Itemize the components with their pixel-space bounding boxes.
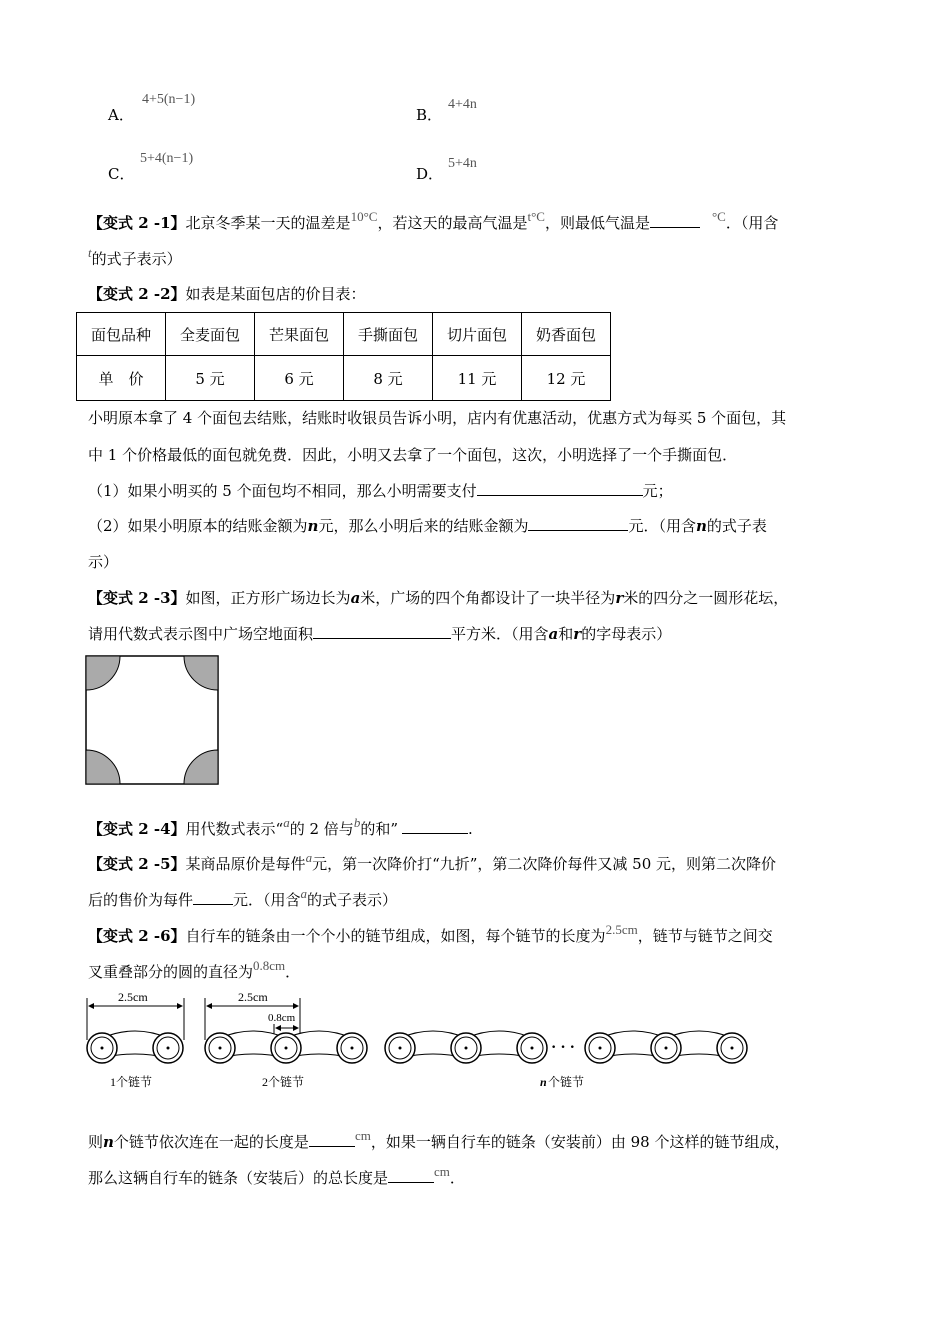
dimension-label: 0.8cm <box>268 1012 296 1024</box>
table-cell: 奶香面包 <box>522 313 611 356</box>
option-b: B． <box>416 106 443 124</box>
question-2-cont: 示） <box>88 553 119 571</box>
table-cell: 8 元 <box>344 356 433 401</box>
price-table <box>76 312 611 401</box>
answer-blank[interactable] <box>313 624 451 639</box>
chain-n-links <box>385 1031 747 1089</box>
dimension-label: 2.5cm <box>118 990 148 1004</box>
variant-2-2-intro: 【变式 2 -2】如表是某面包店的价目表： <box>88 285 366 303</box>
answer-blank[interactable] <box>309 1132 355 1147</box>
variant-2-6-question-line2: 那么这辆自行车的链条（安装后）的总长度是 cm． <box>88 1164 465 1187</box>
option-b-expr: 4+4n <box>448 97 477 112</box>
chain-one-link <box>87 990 184 1089</box>
option-a-expr: 4+5(n−1) <box>142 92 196 107</box>
option-a: A． <box>108 106 134 124</box>
variant-2-5-line1: 【变式 2 -5】某商品原价是每件a元，第一次降价打“九折”，第二次降价每件又减 50 元，则第二次降价 <box>88 850 777 873</box>
option-d-expr: 5+4n <box>448 156 477 171</box>
caption: 个链节 <box>548 1075 585 1089</box>
variant-2-3-line2: 请用代数式表示图中广场空地面积 平方米．（用含a和r的字母表示） <box>88 625 672 643</box>
answer-blank[interactable] <box>402 819 468 834</box>
table-row <box>77 356 611 401</box>
table-cell: 切片面包 <box>433 313 522 356</box>
table-cell: 手撕面包 <box>344 313 433 356</box>
bike-chain-figure <box>80 988 760 1098</box>
caption: 2个链节 <box>262 1075 305 1089</box>
variant-2-6-line1: 【变式 2 -6】自行车的链条由一个个小的链节组成，如图，每个链节的长度为2.5cm，链节与链节之间交 <box>88 922 773 945</box>
variant-2-3-line1: 【变式 2 -3】如图，正方形广场边长为a米，广场的四个角都设计了一块半径为r米的四分之一圆形花坛， <box>88 589 789 607</box>
chain-two-links <box>205 990 367 1089</box>
square-plaza-figure <box>84 654 222 788</box>
variant-2-4: 【变式 2 -4】用代数式表示“a的 2 倍与b的和” . <box>88 815 473 838</box>
option-d: D． <box>416 165 444 183</box>
table-cell: 5 元 <box>166 356 255 401</box>
table-cell: 11 元 <box>433 356 522 401</box>
question-1: （1）如果小明买的 5 个面包均不相同，那么小明需要支付 元； <box>88 482 673 500</box>
variant-2-6-line2: 叉重叠部分的圆的直径为0.8cm． <box>88 958 301 981</box>
variant-2-1-line2: t的式子表示） <box>88 245 182 268</box>
answer-blank[interactable] <box>477 481 643 496</box>
paragraph: 小明原本拿了 4 个面包去结账，结账时收银员告诉小明，店内有优惠活动，优惠方式为每买 5 个面包，其 <box>88 409 787 427</box>
variant-2-6-question-line1: 则n个链节依次连在一起的长度是 cm，如果一辆自行车的链条（安装前）由 98 个这样的链节组成， <box>88 1128 790 1151</box>
table-cell: 6 元 <box>255 356 344 401</box>
table-cell: 全麦面包 <box>166 313 255 356</box>
variant-2-1-line1: 【变式 2 -1】北京冬季某一天的温差是10°C，若这天的最高气温是t°C，则最低气温是 °C．（用含 <box>88 209 779 232</box>
answer-blank[interactable] <box>388 1168 434 1183</box>
answer-blank[interactable] <box>528 516 628 531</box>
answer-blank[interactable] <box>193 890 233 905</box>
answer-blank[interactable] <box>650 213 700 228</box>
table-cell: 芒果面包 <box>255 313 344 356</box>
dimension-label: 2.5cm <box>238 990 268 1004</box>
variant-2-5-line2: 后的售价为每件 元．（用含a的式子表示） <box>88 886 398 909</box>
caption-n: n <box>540 1075 547 1089</box>
paragraph: 中 1 个价格最低的面包就免费．因此，小明又去拿了一个面包，这次，小明选择了一个手撕面包． <box>88 446 738 464</box>
option-c-expr: 5+4(n−1) <box>140 151 194 166</box>
table-cell: 12 元 <box>522 356 611 401</box>
caption: 1个链节 <box>110 1075 153 1089</box>
option-c: C． <box>108 165 135 183</box>
ellipsis: · · · <box>551 1039 576 1056</box>
table-header-row <box>77 313 611 356</box>
table-cell: 单 价 <box>77 356 166 401</box>
table-cell: 面包品种 <box>77 313 166 356</box>
question-2: （2）如果小明原本的结账金额为n元，那么小明后来的结账金额为 元．（用含n的式子表 <box>88 517 767 535</box>
